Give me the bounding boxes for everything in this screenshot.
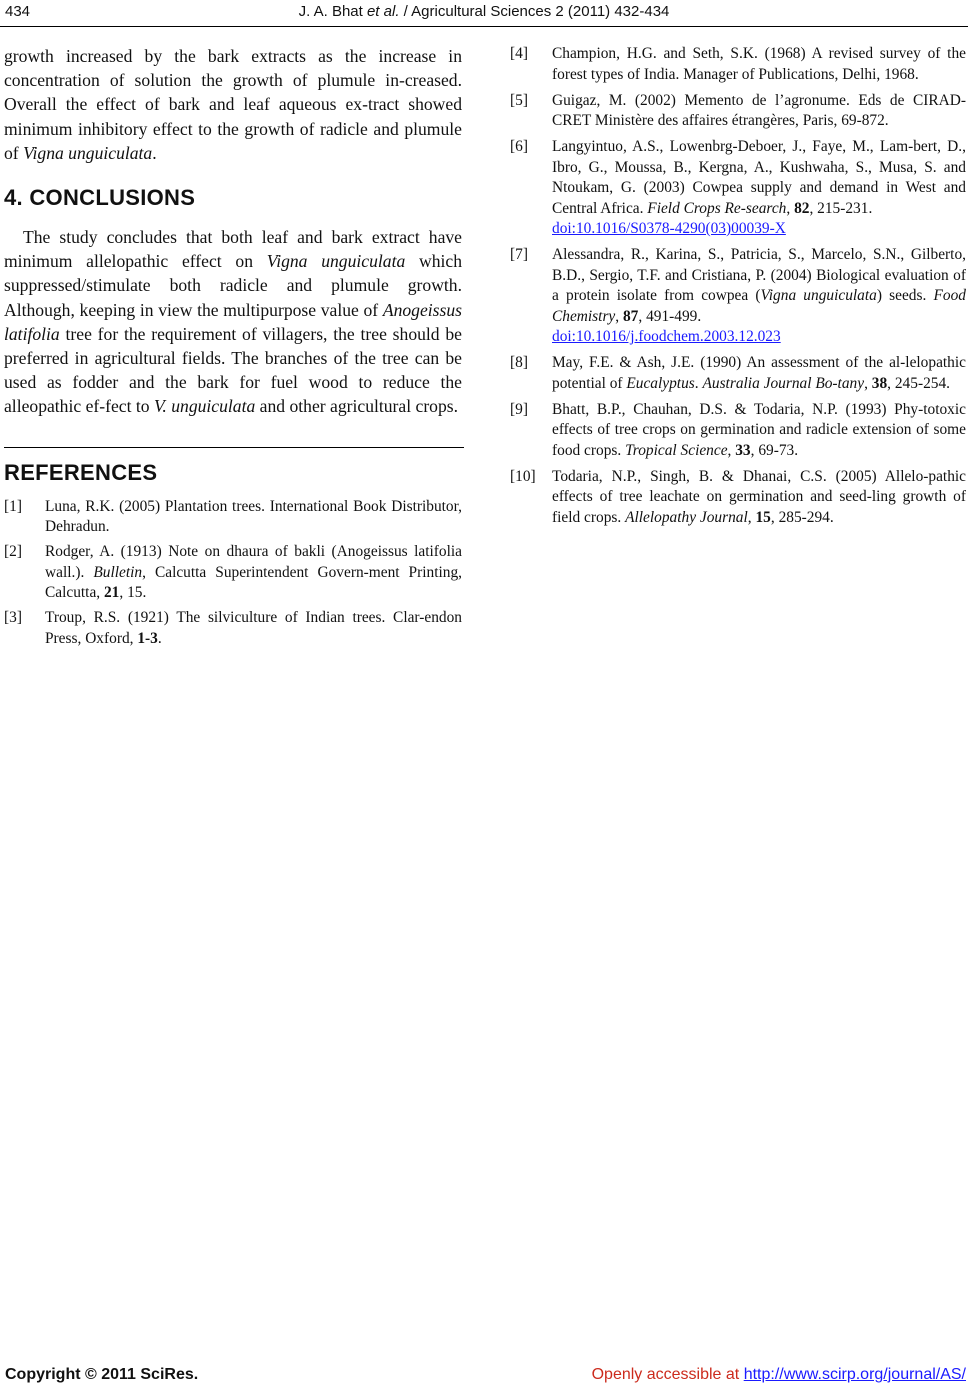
copyright-notice: Copyright © 2011 SciRes. — [5, 1366, 199, 1383]
reference-item: [7] Alessandra, R., Karina, S., Patricia, S., Marcelo, S.N., Gilberto, B.D., Sergio, T.F. and Cristiana, P. (2004) Biological evaluation of a protein isolate from cowpea (Vigna unguiculata) seeds. Food Chemistry, 87, 491-499. doi:10.1016/j.foodchem.2003.12.023 — [510, 246, 966, 345]
reference-item: [10] Todaria, N.P., Singh, B. & Dhanai, C.S. (2005) Allelo-pathic effects of tree leachate on germination and seed-ling growth of field crops. Allelopathy Journal, 15, 285-294. — [510, 467, 966, 526]
left-column — [4, 44, 462, 654]
conclusions-paragraph: The study concludes that both leaf and bark extract have minimum allelopathic effect on Vigna unguiculata which suppressed/stimulate both radicle and plumule growth. Although, keeping in view the multipurpose value of Anogeissus latifolia tree for the requirement of villagers, the tree should be preferred in agricultural fields. The branches of the tree can be used as fodder and the bark for fuel wood to reduce the alleopathic ef-fect to V. unguiculata and other agricultural crops. — [4, 227, 462, 417]
reference-list-left — [4, 497, 462, 650]
reference-item: [2] Rodger, A. (1913) Note on dhaura of bakli (Anogeissus latifolia wall.). Bulletin, Calcutta Superintendent Govern-ment Printing, Calcutta, 21, 15. — [4, 543, 463, 602]
doi-link[interactable]: doi:10.1016/j.foodchem.2003.12.023 — [552, 328, 781, 345]
reference-item: [1] Luna, R.K. (2005) Plantation trees. International Book Distributor, Dehradun. — [4, 497, 462, 536]
running-header — [0, 0, 968, 27]
page-number: 434 — [5, 3, 31, 20]
references-heading: REFERENCES — [4, 459, 158, 485]
reference-item: [6] Langyintuo, A.S., Lowenbrg-Deboer, J., Faye, M., Lam-bert, D., Ibro, G., Moussa, B., Kergna, A., Kushwaha, S., Musa, S. and Ntoukam, G. (2003) Cowpea supply and demand in West and Central Africa. Field Crops Re-search, 82, 215-231. doi:10.1016/S0378-4290(03)00039-X — [510, 138, 966, 237]
section-divider — [4, 447, 464, 448]
open-access-notice: Openly accessible at http://www.scirp.org/journal/AS/ — [591, 1366, 966, 1383]
conclusions-heading: 4. CONCLUSIONS — [4, 185, 196, 211]
intro-paragraph: growth increased by the bark extracts as the increase in concentration of solution the growth of plumule in-creased. Overall the effect of bark and leaf aqueous ex-tract showed minimum inhibitory effect to the growth of radicle and plumule of Vigna unguiculata. — [4, 46, 462, 163]
reference-item: [4] Champion, H.G. and Seth, S.K. (1968) A revised survey of the forest types of India. Manager of Publications, Delhi, 1968. — [510, 45, 966, 83]
journal-url-link[interactable]: http://www.scirp.org/journal/AS/ — [743, 1366, 966, 1383]
right-column — [510, 44, 966, 534]
doi-link[interactable]: doi:10.1016/S0378-4290(03)00039-X — [552, 220, 786, 237]
reference-item: [3] Troup, R.S. (1921) The silviculture of Indian trees. Clar-endon Press, Oxford, 1-3. — [4, 609, 462, 647]
reference-item: [9] Bhatt, B.P., Chauhan, D.S. & Todaria, N.P. (1993) Phy-totoxic effects of tree crops on germination and radicle extension of some food crops. Tropical Science, 33, 69-73. — [510, 400, 966, 459]
page-footer — [0, 1366, 968, 1388]
reference-item: [8] May, F.E. & Ash, J.E. (1990) An assessment of the al-lelopathic potential of Eucalyptus. Australia Journal Bo-tany, 38, 245-254. — [510, 354, 966, 392]
journal-citation: J. A. Bhat et al. / Agricultural Sciences 2 (2011) 432-434 — [298, 3, 670, 20]
reference-item: [5] Guigaz, M. (2002) Memento de l’agronume. Eds de CIRAD-CRET Ministère des affaires étrangères, Paris, 69-872. — [510, 91, 966, 129]
